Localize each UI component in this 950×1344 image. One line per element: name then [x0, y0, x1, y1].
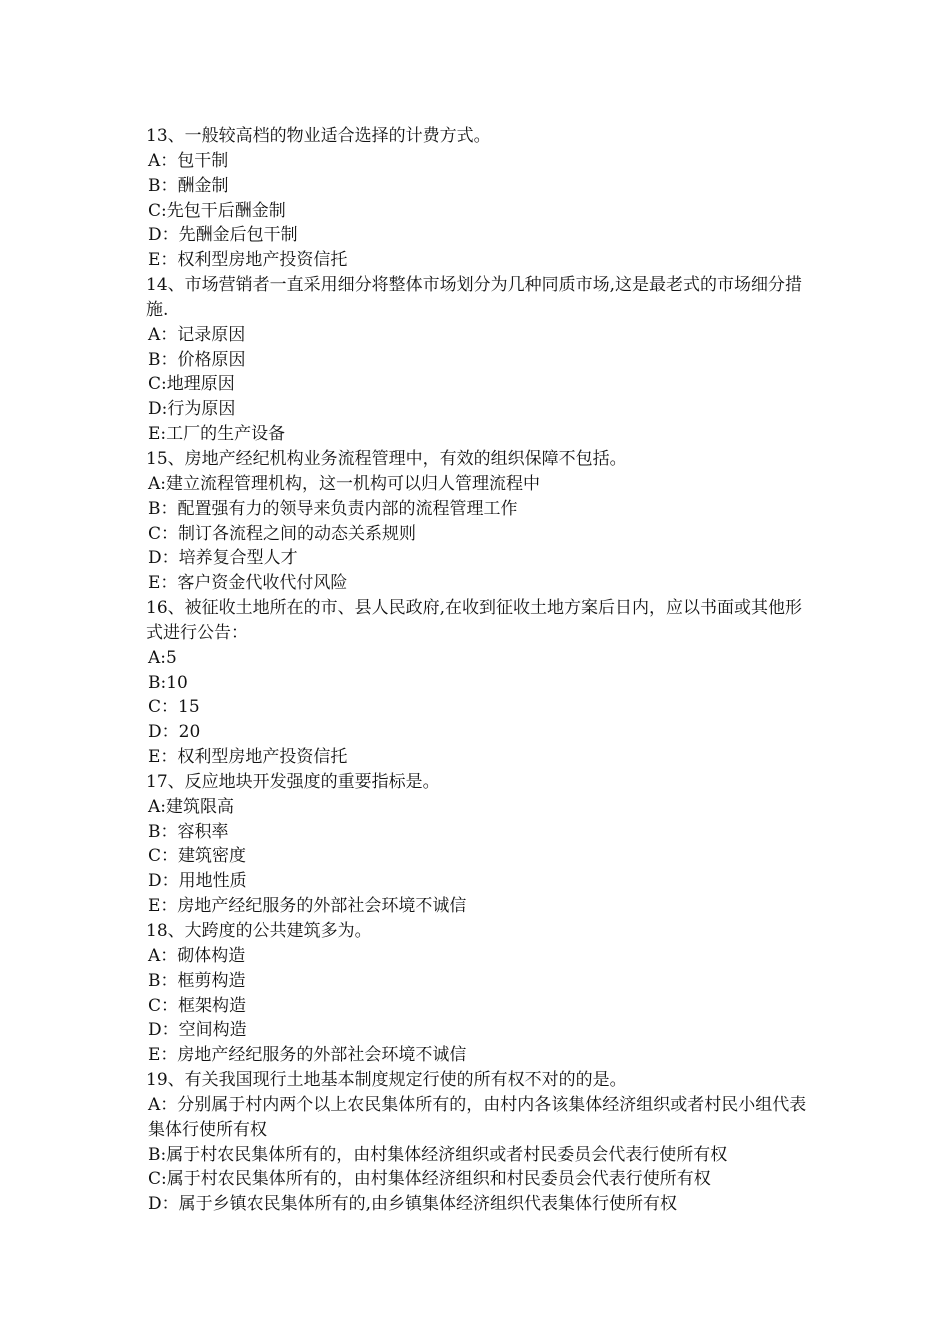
option-d: D：20 — [148, 722, 201, 743]
question-15 — [146, 447, 810, 596]
option-e: E：房地产经纪服务的外部社会环境不诚信 — [148, 1045, 467, 1066]
option-c: C:属于村农民集体所有的，由村集体经济组织和村民委员会代表行使所有权 — [148, 1169, 711, 1190]
option-d: D：培养复合型人才 — [148, 548, 298, 569]
option-d: D：先酬金后包干制 — [148, 225, 298, 246]
option-b: B：容积率 — [148, 821, 229, 842]
option-b: B：酬金制 — [148, 175, 229, 196]
option-e: E：房地产经纪服务的外部社会环境不诚信 — [148, 896, 467, 917]
option-b: B：框剪构造 — [148, 970, 246, 991]
question-text: 15、房地产经纪机构业务流程管理中，有效的组织保障不包括。 — [146, 448, 627, 469]
option-e: E：客户资金代收代付风险 — [148, 573, 348, 594]
question-text: 17、反应地块开发强度的重要指标是。 — [146, 771, 440, 792]
question-text: 18、大跨度的公共建筑多为。 — [146, 921, 372, 941]
option-b: B：配置强有力的领导来负责内部的流程管理工作 — [148, 498, 518, 519]
option-a: A：记录原因 — [148, 324, 246, 345]
option-c: C：建筑密度 — [148, 846, 247, 867]
option-c: C：框架构造 — [148, 995, 247, 1016]
option-a: A:建立流程管理机构，这一机构可以归人管理流程中 — [148, 473, 541, 494]
option-e: E：权利型房地产投资信托 — [148, 747, 348, 768]
option-a: A：包干制 — [148, 150, 229, 171]
option-c: C:地理原因 — [148, 374, 235, 395]
option-a: A:建筑限高 — [148, 796, 235, 817]
option-c: C：15 — [148, 697, 200, 718]
option-d: D：属于乡镇农民集体所有的,由乡镇集体经济组织代表集体行使所有权 — [148, 1194, 678, 1215]
question-text: 19、有关我国现行土地基本制度规定行使的所有权不对的的是。 — [146, 1070, 627, 1091]
question-text: 13、一般较高档的物业适合选择的计费方式。 — [146, 126, 491, 146]
option-b: B：价格原因 — [148, 349, 246, 370]
option-d: D：空间构造 — [148, 1020, 247, 1041]
option-a: A：分别属于村内两个以上农民集体所有的，由村内各该集体经济组织或者村民小组代表集体行使所有权 — [148, 1094, 807, 1140]
option-a: A:5 — [148, 647, 177, 668]
option-c: C:先包干后酬金制 — [148, 200, 286, 221]
option-c: C：制订各流程之间的动态关系规则 — [148, 523, 417, 544]
option-d: D：用地性质 — [148, 871, 247, 892]
option-b: B:属于村农民集体所有的，由村集体经济组织或者村民委员会代表行使所有权 — [148, 1144, 728, 1165]
option-b: B:10 — [148, 672, 188, 693]
question-list — [146, 124, 810, 1217]
option-d: D:行为原因 — [148, 399, 236, 420]
question-text: 16、被征收土地所在的市、县人民政府,在收到征收土地方案后日内，应以书面或其他形式进行公告： — [146, 598, 803, 643]
question-text: 14、市场营销者一直采用细分将整体市场划分为几种同质市场,这是最老式的市场细分措施. — [146, 275, 803, 320]
question-14 — [146, 273, 810, 447]
question-13 — [146, 124, 810, 273]
option-e: E：权利型房地产投资信托 — [148, 250, 348, 271]
question-19 — [146, 1068, 810, 1217]
option-e: E:工厂的生产设备 — [148, 424, 286, 445]
question-17 — [146, 770, 810, 919]
question-16 — [146, 596, 810, 770]
question-18 — [146, 919, 810, 1068]
option-a: A：砌体构造 — [148, 945, 246, 966]
